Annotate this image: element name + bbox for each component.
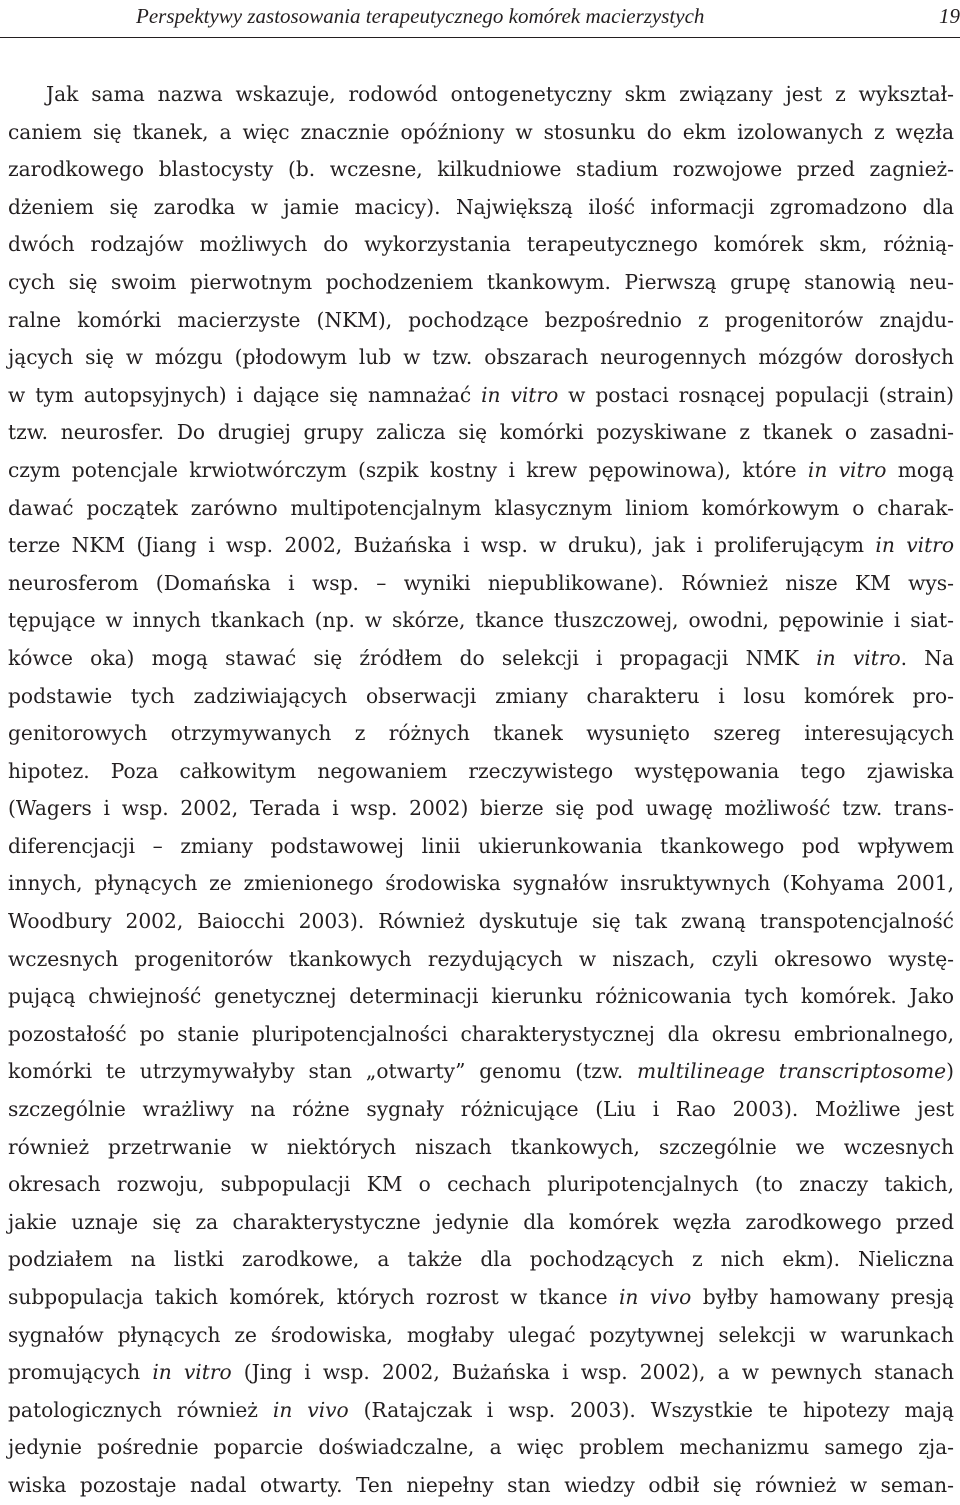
- italic-term: in vitro: [152, 1360, 232, 1385]
- text-line: subpopulacja takich komórek, których rozrost w tkance in vivo byłby hamowany presją: [8, 1285, 955, 1309]
- text-line: dawać początek zarówno multipotencjalnym klasycznym liniom komórkowym o charak-: [8, 495, 954, 520]
- italic-term: in vitro: [481, 382, 559, 407]
- text-line: wiska pozostaje nadal otwarty. Ten niepełny stan wiedzy odbił się również w seman-: [8, 1472, 954, 1497]
- running-title: Perspektywy zastosowania terapeutycznego komórek macierzystych: [136, 4, 705, 28]
- body-paragraph: [8, 76, 954, 1505]
- text-line: również przetrwanie w niektórych niszach tkankowych, szczególnie we wczesnych: [8, 1134, 954, 1159]
- text-line: w tym autopsyjnych) i dające się namnażać in vitro w postaci rosnącej populacji (strain): [8, 382, 955, 407]
- text-line: genitorowych otrzymywanych z różnych tkanek wysunięto szereg interesujących: [8, 721, 954, 746]
- italic-term: in vitro: [875, 533, 954, 558]
- text-line: Woodbury 2002, Baiocchi 2003). Również dyskutuje się tak zwaną transpotencjalność: [8, 909, 954, 934]
- text-line: szczególnie wrażliwy na różne sygnały różnicujące (Liu i Rao 2003). Możliwe jest: [8, 1097, 954, 1122]
- text-line: hipotez. Poza całkowitym negowaniem rzeczywistego występowania tego zjawiska: [8, 758, 954, 783]
- text-line: podstawie tych zadziwiających obserwacji zmiany charakteru i losu komórek pro-: [8, 683, 954, 708]
- text-line: ralne komórki macierzyste (NKM), pochodzące bezpośrednio z progenitorów znajdu-: [8, 307, 954, 332]
- text-line: pozostałość po stanie pluripotencjalności charakterystycznej dla okresu embrionalnego,: [8, 1021, 954, 1046]
- text-line: Jak sama nazwa wskazuje, rodowód ontogenetyczny skm związany jest z wykształ-: [46, 82, 954, 106]
- text-line: patologicznych również in vivo (Ratajczak i wsp. 2003). Wszystkie te hipotezy mają: [8, 1397, 954, 1422]
- text-line: innych, płynących ze zmienionego środowiska sygnałów insruktywnych (Kohyama 2001,: [8, 871, 954, 896]
- text-line: cych się swoim pierwotnym pochodzeniem tkankowym. Pierwszą grupę stanowią neu-: [8, 269, 954, 294]
- text-line: czym potencjale krwiotwórczym (szpik kostny i krew pępowinowa), które in vitro mogą: [8, 457, 954, 482]
- text-line: diferencjacji – zmiany podstawowej linii ukierunkowania tkankowego pod wpływem: [8, 833, 954, 858]
- text-line: jedynie pośrednie poparcie doświadczalne, a więc problem mechanizmu samego zja-: [8, 1435, 954, 1460]
- text-line: jakie uznaje się za charakterystyczne jedynie dla komórek węzła zarodkowego przed: [8, 1209, 954, 1234]
- italic-term: in vivo: [618, 1285, 692, 1309]
- text-line: neurosferom (Domańska i wsp. – wyniki niepublikowane). Również nisze KM wys-: [8, 570, 954, 595]
- running-header: [0, 0, 960, 38]
- text-line: caniem się tkanek, a więc znacznie opóźniony w stosunku do ekm izolowanych z węzła: [8, 119, 954, 144]
- text-line: okresach rozwoju, subpopulacji KM o cechach pluripotencjalnych (to znaczy takich,: [8, 1172, 954, 1197]
- text-line: terze NKM (Jiang i wsp. 2002, Bużańska i wsp. w druku), jak i proliferującym in vitro: [8, 533, 954, 558]
- text-line: podziałem na listki zarodkowe, a także dla pochodzących z nich ekm). Nieliczna: [8, 1247, 954, 1272]
- text-line: promujących in vitro (Jing i wsp. 2002, Bużańska i wsp. 2002), a w pewnych stanach: [8, 1360, 954, 1385]
- text-line: dżeniem się zarodka w jamie macicy). Największą ilość informacji zgromadzono dla: [8, 194, 954, 219]
- italic-term: multilineage transcriptosome: [636, 1059, 947, 1084]
- text-line: dwóch rodzajów możliwych do wykorzystania terapeutycznego komórek skm, różnią-: [8, 232, 954, 257]
- text-line: wczesnych progenitorów tkankowych rezydujących w niszach, czyli okresowo wystę-: [8, 946, 954, 971]
- text-line: zarodkowego blastocysty (b. wczesne, kilkudniowe stadium rozwojowe przed zagnież-: [8, 157, 954, 182]
- text-line: jących się w mózgu (płodowym lub w tzw. obszarach neurogennych mózgów dorosłych: [8, 345, 954, 370]
- text-line: kówce oka) mogą stawać się źródłem do selekcji i propagacji NMK in vitro. Na: [8, 645, 954, 670]
- text-line: tzw. neurosfer. Do drugiej grupy zalicza się komórki pozyskiwane z tkanek o zasadni-: [8, 420, 954, 445]
- page-number: 19: [939, 4, 960, 28]
- text-line: sygnałów płynących ze środowiska, mogłaby ulegać pozytywnej selekcji w warunkach: [8, 1322, 954, 1347]
- text-line: (Wagers i wsp. 2002, Terada i wsp. 2002) bierze się pod uwagę możliwość tzw. trans-: [8, 796, 954, 821]
- italic-term: in vitro: [816, 645, 901, 670]
- italic-term: in vivo: [272, 1397, 349, 1422]
- text-line: tępujące w innych tkankach (np. w skórze, tkance tłuszczowej, owodni, pępowinie i siat-: [8, 608, 954, 633]
- text-line: pującą chwiejność genetycznej determinacji kierunku różnicowania tych komórek. Jako: [8, 984, 954, 1009]
- italic-term: in vitro: [807, 457, 887, 482]
- text-line: komórki te utrzymywałyby stan „otwarty” genomu (tzw. multilineage transcriptosome): [8, 1059, 955, 1084]
